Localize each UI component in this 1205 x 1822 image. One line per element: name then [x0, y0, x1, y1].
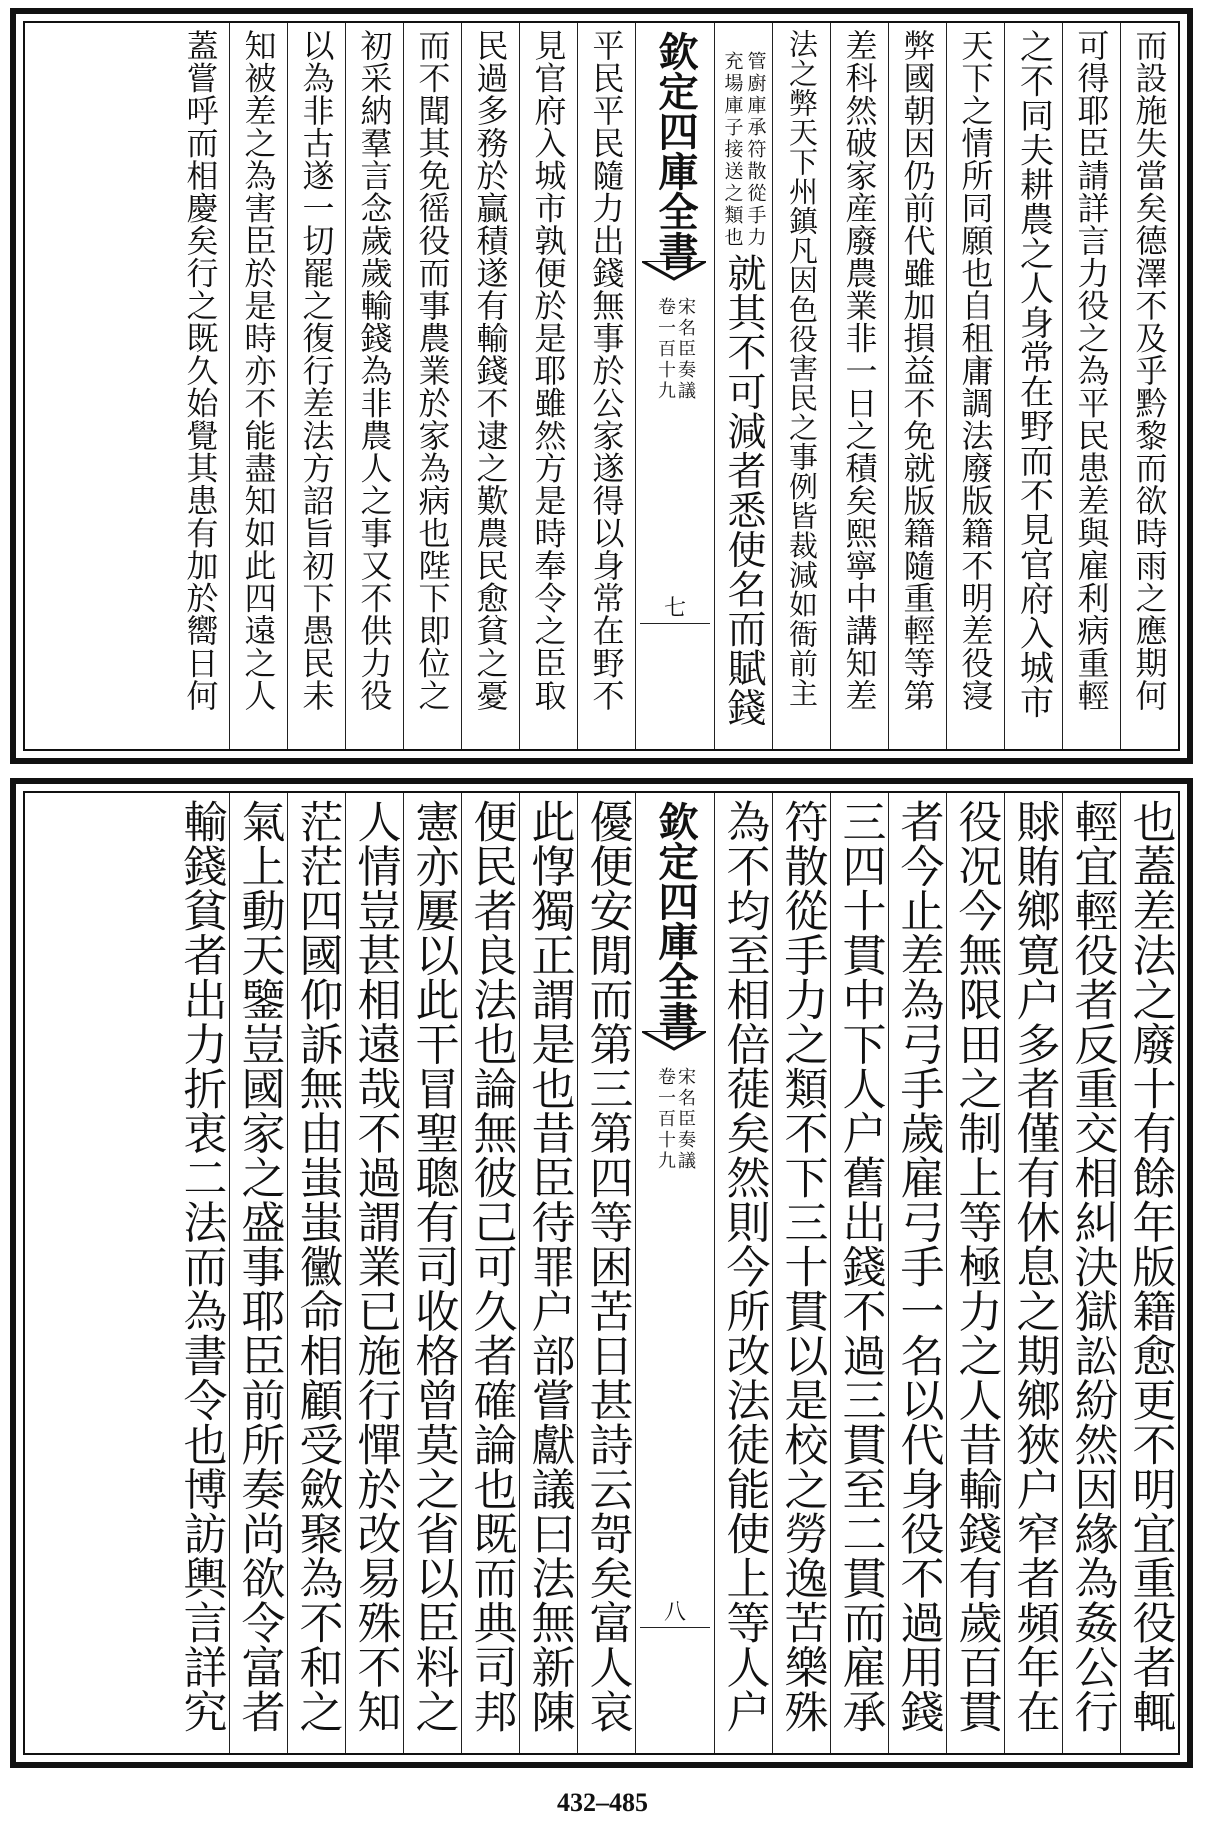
text-column [772, 23, 830, 749]
text-column [1120, 793, 1178, 1753]
volume-label: 卷一百十九 [655, 1067, 676, 1172]
column-text: 蓋嘗呼而相慶矣行之既久始覺其患有加於嚮日何 [181, 29, 220, 712]
text-column [172, 23, 229, 749]
text-column [830, 23, 888, 749]
column-text: 為不均至相倍蓰矣然則今所改法徒能使上等人户 [718, 799, 770, 1734]
text-column [172, 793, 229, 1753]
text-column [946, 23, 1004, 749]
column-text: 人情豈甚相遠哉不過謂業已施行憚於改易殊不知 [349, 799, 401, 1734]
text-column [229, 23, 287, 749]
text-column [1062, 793, 1120, 1753]
leaf-number: 七 [663, 596, 686, 621]
annotation-text: 充場庫子接送之類也 [721, 51, 744, 249]
text-column [577, 23, 635, 749]
text-column [1120, 23, 1178, 749]
text-column [888, 23, 946, 749]
text-column [714, 793, 772, 1753]
column-text: 役况今無限田之制上等極力之人昔輸錢有歲百貫 [950, 799, 1002, 1734]
book-title-label: 宋名臣奏議 [675, 297, 696, 402]
column-text: 便民者良法也論無彼己可久者確論也既而典司邦 [465, 799, 517, 1734]
column-text: 可得耶臣請詳言力役之為平民患差與雇利病重輕 [1072, 29, 1111, 712]
column-text: 弊國朝因仍前代雖加損益不免就版籍隨重輕等第 [898, 29, 937, 712]
center-banner [635, 793, 714, 1753]
text-column [1062, 23, 1120, 749]
annotation-text: 管廚庫承符散從手力 [744, 51, 767, 249]
text-column [888, 793, 946, 1753]
column-text: 而設施失當矣德澤不及乎黔黎而欲時雨之應期何 [1130, 29, 1169, 712]
fish-tail-ornament-icon [642, 261, 706, 287]
bottom-text-frame [23, 791, 1180, 1755]
column-text: 差科然破家産廢農業非一日之積矣熙寧中講知差 [840, 29, 879, 712]
column-text: 者今止差為弓手歲雇弓手一名以代身役不過用錢 [892, 799, 944, 1734]
banner-rule [640, 1627, 710, 1628]
text-column [946, 793, 1004, 1753]
column-text: 以為非古遂一切罷之復行差法方詔旨初下愚民未 [297, 29, 336, 712]
column-text: 見官府入城市孰便於是耶雖然方是時奉令之臣取 [529, 29, 568, 712]
text-column [287, 23, 345, 749]
center-banner [635, 23, 714, 749]
column-text: 輸錢貧者出力折衷二法而為書令也博訪輿言詳究 [175, 799, 227, 1734]
column-text: 茫茫四國仰訴無由蚩蚩黴命相顧受斂聚為不和之 [291, 799, 343, 1734]
text-column [830, 793, 888, 1753]
column-text: 賕賄鄉寛户多者僅有休息之期鄉狹户窄者頻年在 [1008, 799, 1060, 1734]
text-column [1004, 793, 1062, 1753]
column-text: 天下之情所同願也自租庸調法廢版籍不明差役寖 [956, 29, 995, 712]
column-text: 知被差之為害臣於是時亦不能盡知如此四遠之人 [239, 29, 278, 712]
text-column [345, 23, 403, 749]
text-column [345, 793, 403, 1753]
column-text: 此惸獨正謂是也昔臣待罪户部嘗獻議曰法無新陳 [523, 799, 575, 1734]
leaf-number: 八 [663, 1600, 686, 1625]
library-title: 欽定四庫全書 [652, 801, 699, 1041]
text-column [577, 793, 635, 1753]
bottom-page-panel [10, 778, 1193, 1768]
column-text: 三四十貫中下人户舊出錢不過三貫至二貫而雇承 [834, 799, 886, 1734]
column-text: 就其不可減者悉使名而賦錢 [721, 253, 766, 727]
column-text: 之不同夫耕農之人身常在野而不見官府入城市 [1013, 29, 1054, 719]
text-column [403, 793, 461, 1753]
text-column [1004, 23, 1062, 749]
top-page-panel [10, 8, 1193, 764]
column-text: 憲亦屢以此干冒聖聰有司收格曾莫之省以臣料之 [407, 799, 459, 1734]
library-title: 欽定四庫全書 [652, 31, 699, 271]
page-code: 432–485 [557, 1788, 648, 1817]
text-column [229, 793, 287, 1753]
text-column [461, 23, 519, 749]
volume-label: 卷一百十九 [655, 297, 676, 402]
column-text: 民過多務於贏積遂有輸錢不逮之歎農民愈貧之憂 [471, 29, 510, 712]
banner-rule [640, 623, 710, 624]
text-column [403, 23, 461, 749]
top-text-frame [23, 21, 1180, 751]
column-text: 輕宜輕役者反重交相糾決獄訟紛然因緣為姦公行 [1066, 799, 1118, 1734]
column-text: 氣上動天鑒豈國家之盛事耶臣前所奏尚欲令富者 [233, 799, 285, 1734]
fish-tail-ornament-icon [642, 1031, 706, 1057]
column-text: 初采納羣言念歲歲輸錢為非農人之事又不供力役 [355, 29, 394, 712]
column-text: 而不聞其免徭役而事農業於家為病也陛下即位之 [413, 29, 452, 712]
text-column [519, 23, 577, 749]
text-column [461, 793, 519, 1753]
text-column [519, 793, 577, 1753]
text-column [772, 793, 830, 1753]
mixed-annotation-column [714, 23, 772, 749]
column-text: 符散從手力之類不下三十貫以是校之勞逸苦樂殊 [776, 799, 828, 1734]
book-title-label: 宋名臣奏議 [675, 1067, 696, 1172]
column-text: 優便安閒而第三第四等困苦日甚詩云哿矣富人哀 [581, 799, 633, 1734]
column-text: 法之弊天下州鎮凡因色役害民之事例皆裁減如衙前主 [785, 29, 819, 708]
text-column [287, 793, 345, 1753]
column-text: 平民平民隨力出錢無事於公家遂得以身常在野不 [587, 29, 626, 712]
column-text: 也蓋差法之廢十有餘年版籍愈更不明宜重役者輒 [1124, 799, 1176, 1734]
